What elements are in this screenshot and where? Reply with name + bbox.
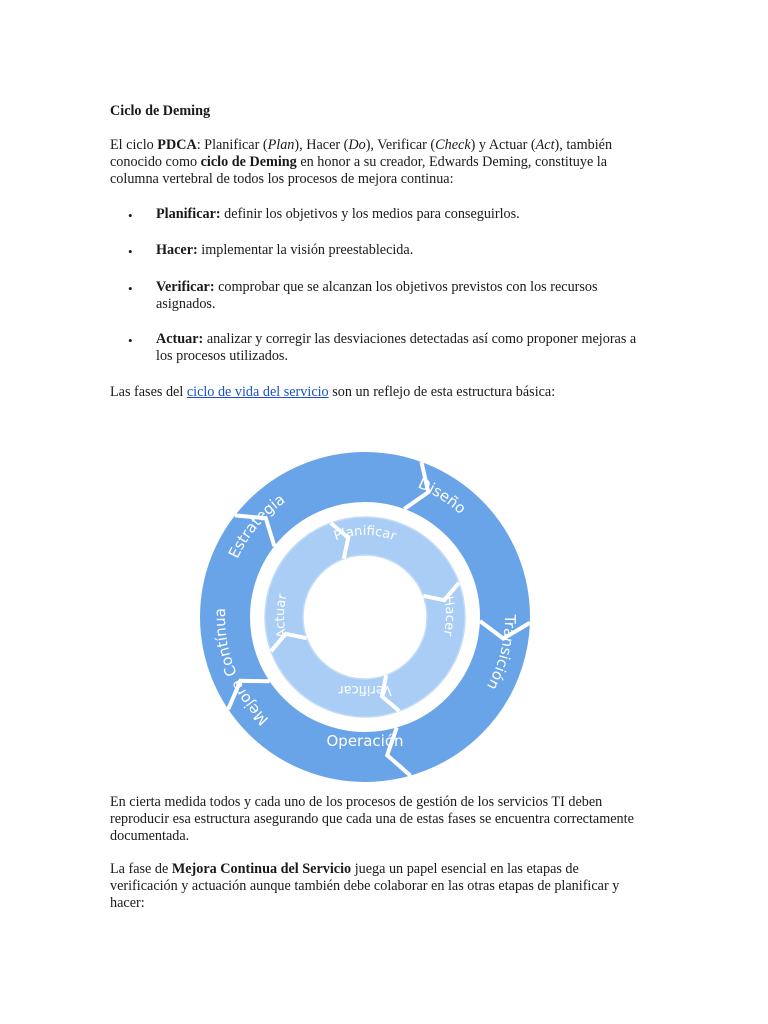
bullet-desc: definir los objetivos y los medios para conseguirlos. [220,206,520,222]
label-transicion: Transición [483,614,520,694]
intro-act: Act [535,137,555,153]
bullet-term: Planificar: [156,206,221,222]
intro-text-2: : Planificar ( [196,137,268,153]
para4-text-before: La fase de [110,861,172,877]
bullet-desc: analizar y corregir las desviaciones detectadas así como proponer mejoras a los procesos utilizados. [156,331,637,364]
label-operacion: Operación [326,732,404,750]
bullet-desc: comprobar que se alcanzan los objetivos previstos con los recursos asignados. [156,279,598,312]
intro-text-6: ), también conocido como [110,137,613,170]
bullet-icon: • [128,244,133,259]
bullet-actuar [128,331,648,365]
bullet-hacer [128,242,648,259]
para4-text-after: juega un papel esencial en las etapas de verificación y actuación aunque también debe colaborar en las otras etapas de planificar y hacer: [110,861,620,911]
intro-plan: Plan [267,137,295,153]
pdca-lifecycle-diagram [195,440,535,785]
label-verificar: Verificar [338,682,392,697]
intro-check: Check [435,137,471,153]
bullet-icon: • [128,281,133,296]
intro-text-5: ) y Actuar ( [470,137,536,153]
intro-pdca: PDCA [157,137,197,153]
intro-text-3: ), Hacer ( [294,137,349,153]
label-planificar: Planificar [332,523,399,545]
label-estrategia: Estrategia [224,490,289,562]
label-actuar: Actuar [272,592,291,640]
phases-paragraph [110,384,640,401]
label-hacer: Hacer [439,595,458,638]
label-diseno: Diseño [415,474,470,518]
intro-paragraph [110,137,640,188]
intro-text-1: El ciclo [110,137,158,153]
label-mejora-continua: Mejora Contínua [210,607,272,729]
bullet-desc: implementar la visión preestablecida. [197,242,414,258]
paragraph-processes: En cierta medida todos y cada uno de los procesos de gestión de los servicios TI deben reproducir esa estructura asegurando que cada una de estas fases se encuentra correctamente documentada. [110,794,634,844]
center-hole [304,556,426,678]
bullet-verificar [128,279,648,313]
paragraph-mejora-continua [110,861,640,912]
para4-bold: Mejora Continua del Servicio [171,861,352,877]
intro-text-4: ), Verificar ( [365,137,436,153]
bullet-icon: • [128,208,133,223]
intro-deming: ciclo de Deming [200,154,297,170]
bullet-term: Actuar: [156,331,204,347]
intro-do: Do [348,137,366,153]
bullet-planificar [128,206,648,223]
bullet-icon: • [128,333,133,348]
phases-text-before: Las fases del [110,384,187,400]
intro-text-7: en honor a su creador, Edwards Deming, constituye la columna vertebral de todos los procesos de mejora continua: [110,154,608,187]
bullet-term: Verificar: [156,279,215,295]
section-title: Ciclo de Deming [110,103,211,119]
bullet-term: Hacer: [156,242,198,258]
phases-text-after: son un reflejo de esta estructura básica: [328,384,556,400]
service-lifecycle-link[interactable]: ciclo de vida del servicio [186,384,329,400]
